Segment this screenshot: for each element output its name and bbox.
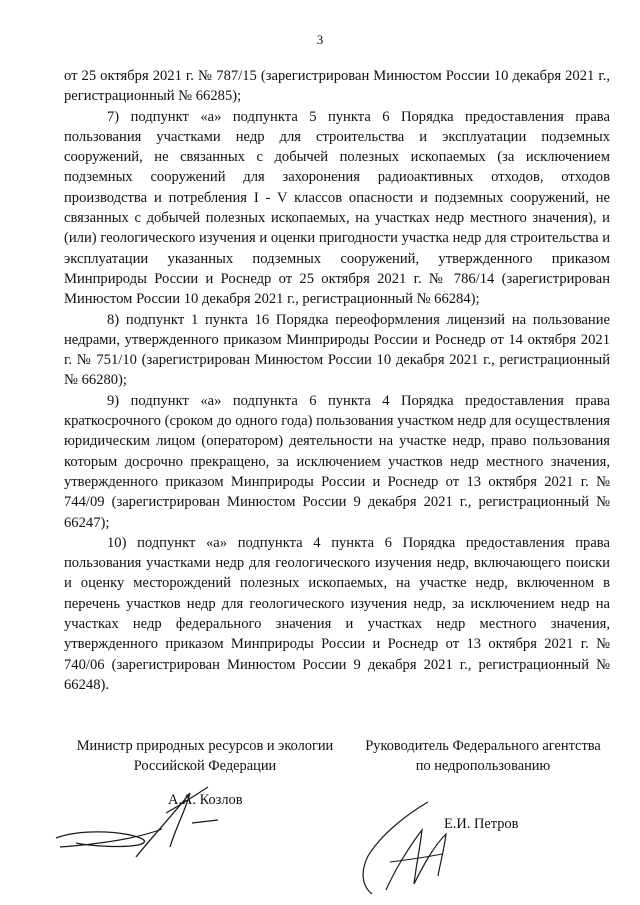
page-number: 3 bbox=[316, 32, 324, 47]
signatory-right-title-line1: Руководитель Федерального агентства bbox=[365, 738, 601, 754]
signatory-right-name: Е.И. Петров bbox=[444, 816, 519, 832]
signature-right bbox=[350, 790, 460, 900]
paragraph-item-8: 8) подпункт 1 пункта 16 Порядка переоформления лицензий на пользование недрами, утвержденного приказом Минприроды России и Роснедр от 14 октября 2021 г. № 751/10 (зарегистрирован Минюстом России 10 декабря 2021 г., регистрационный № 66280); bbox=[64, 311, 610, 389]
signatory-right-title-line2: по недропользованию bbox=[415, 758, 551, 774]
paragraph-item-7: 7) подпункт «а» подпункта 5 пункта 6 Порядка предоставления права пользования участками недр для строительства и эксплуатации подземных сооружений, не связанных с добычей полезных ископаемых (за исключением подземных сооружений для захоронения радиоактивных отходов, отходов производства и потребления I - V классов опасности и подземных сооружений, не связанных с добычей полезных ископаемых, на участках недр местного значения), и (или) геологического изучения и оценки пригодности участка недр для строительства и эксплуатации указанных подземных сооружений, утвержденного приказом Минприроды России и Роснедр от 25 октября 2021 г. № 786/14 (зарегистрирован Минюстом России 10 декабря 2021 г., регистрационный № 66284); bbox=[64, 108, 610, 308]
signatory-left-title-line1: Министр природных ресурсов и экологии bbox=[76, 738, 334, 754]
paragraph-continuation: от 25 октября 2021 г. № 787/15 (зарегистрирован Минюстом России 10 декабря 2021 г., регистрационный № 66285); bbox=[64, 68, 610, 105]
signatory-left-name: А.А. Козлов bbox=[168, 792, 243, 808]
paragraph-item-10: 10) подпункт «а» подпункта 4 пункта 6 Порядка предоставления права пользования участками недр для геологического изучения недр, включающего поиски и оценку месторождений полезных ископаемых, на участке недр, включенном в перечень участков недр для геологического изучения недр, за исключением недр на участках недр федерального значения и участках недр местного значения, утвержденного приказом Минприроды России и Роснедр от 13 октября 2021 г. № 740/06 (зарегистрирован Минюстом России 9 декабря 2021 г., регистрационный № 66248). bbox=[64, 534, 610, 693]
paragraph-item-9: 9) подпункт «а» подпункта 6 пункта 4 Порядка предоставления права краткосрочного (сроком до одного года) пользования участком недр для осуществления юридическим лицом (оператором) деятельности на участке недр, право пользования которым досрочно прекращено, за исключением участков недр местного значения, утвержденного приказом Минприроды России и Роснедр от 13 октября 2021 г. № 744/09 (зарегистрирован Минюстом России 9 декабря 2021 г., регистрационный № 66247); bbox=[64, 392, 610, 531]
signatory-left-title-line2: Российской Федерации bbox=[133, 758, 277, 774]
signature-left bbox=[40, 775, 240, 870]
document-body bbox=[64, 66, 610, 695]
signatory-left-title bbox=[64, 736, 346, 776]
signatory-right-title bbox=[352, 736, 614, 776]
